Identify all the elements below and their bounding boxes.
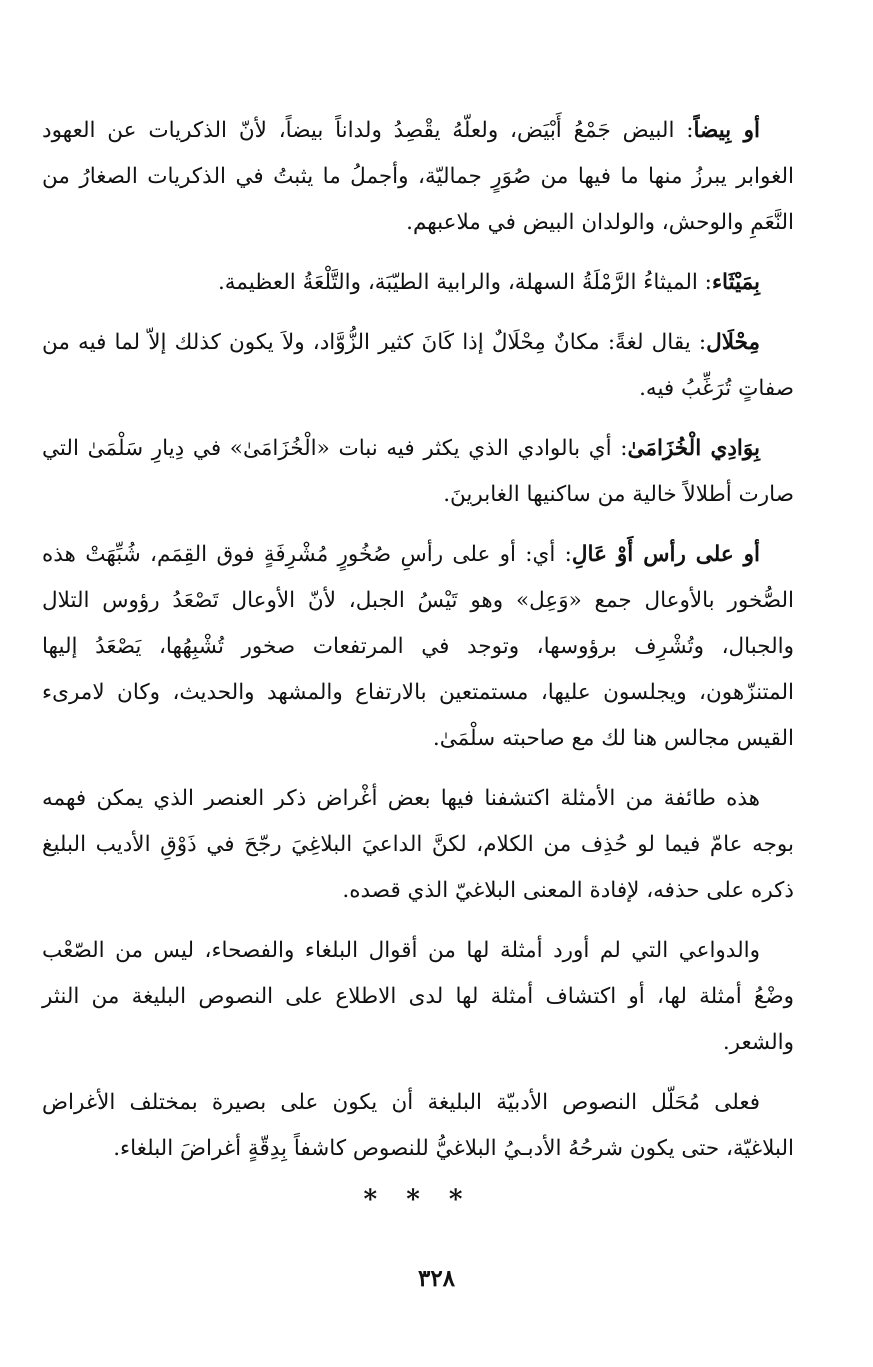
gloss-paragraph-4	[42, 426, 794, 518]
gloss-text: : يقال لغةً: مكانٌ مِحْلَالٌ إذا كَانَ كثير الزُّوَّاد، ولاَ يكون كذلك إلاّ لما فيه من صفاتٍ تُرَغِّبُ فيه.	[42, 330, 794, 401]
body-paragraph-1	[42, 776, 794, 914]
body-text: هذه طائفة من الأمثلة اكتشفنا فيها بعض أغْراض ذكر العنصر الذي يمكن فهمه بوجه عامّ فيما لو حُذِف من الكلام، لكنَّ الداعيَ البلاغِيَ رجّحَ في ذَوْقِ الأديب البليغ ذكره على حذفه، لإفادة المعنى البلاغيّ الذي قصده.	[42, 786, 794, 903]
body-text: والدواعي التي لم أورد أمثلة لها من أقوال البلغاء والفصحاء، ليس من الصّعْب وضْعُ أمثلة لها، أو اكتشاف أمثلة لها لدى الاطلاع على النصوص البليغة من النثر والشعر.	[42, 938, 794, 1055]
gloss-term: بِمَيْثَاء	[711, 270, 760, 295]
gloss-text: : الميثاءُ الرَّمْلَةُ السهلة، والرابية الطيّبَة، والتَّلْعَةُ العظيمة.	[217, 270, 712, 295]
gloss-term: أو بِيضاً	[693, 118, 760, 143]
body-text: فعلى مُحَلّل النصوص الأدبيّة البليغة أن يكون على بصيرة بمختلف الأغراض البلاغيّة، حتى يكون شرحُهُ الأدبـيُ البلاغيُّ للنصوص كاشفاً بِدِقّةٍ أغراضَ البلغاء.	[42, 1090, 794, 1161]
gloss-paragraph-3	[42, 320, 794, 412]
gloss-paragraph-5	[42, 532, 794, 762]
gloss-text: : أي: أو على رأسِ صُخُورٍ مُشْرِفَةٍ فوق القِمَم، شُبِّهَتْ هذه الصُّخور بالأوعال جمع «وَعِل» وهو تَيْسُ الجبل، لأنّ الأوعال تَصْعَدُ رؤوس التلال والجبال، وتُشْرِف برؤوسها، وتوجد في المرتفعات صخور تُشْبِهُها، يَصْعَدُ إليها المتنزّهون، ويجلسون عليها، مستمتعين بالارتفاع والمشهد والحديث، وكان لامرىء القيس مجالس هنا لك مع صاحبته سلْمَىٰ.	[42, 542, 794, 751]
gloss-paragraph-1	[42, 108, 794, 246]
gloss-text: : أي بالوادي الذي يكثر فيه نبات «الْخُزَامَىٰ» في دِيارِ سَلْمَىٰ التي صارت أطلالاً خالية من ساكنيها الغابرينَ.	[42, 436, 794, 507]
section-separator: * * *	[363, 1185, 473, 1215]
page-number: ٣٢٨	[417, 1265, 456, 1292]
page-body	[42, 108, 794, 1220]
gloss-text: : البيض جَمْعُ أَبْيَض، ولعلّهُ يقْصِدُ ولداناً بيضاً، لأنّ الذكريات عن العهود الغوابر يبرزُ منها ما فيها من صُوَرٍ جماليّة، وأجملُ ما يثبتُ في الذكريات الصغارُ من النَّعَمِ والوحش، والولدان البيض في ملاعبهم.	[42, 118, 794, 235]
gloss-term: أو على رأس أَوْ عَالِ	[571, 542, 761, 567]
body-paragraph-2	[42, 928, 794, 1066]
gloss-term: بِوَادِي الْخُزَامَىٰ	[627, 436, 760, 461]
gloss-term: مِحْلَال	[706, 330, 760, 355]
gloss-paragraph-2	[42, 260, 794, 306]
body-paragraph-3	[42, 1080, 794, 1172]
